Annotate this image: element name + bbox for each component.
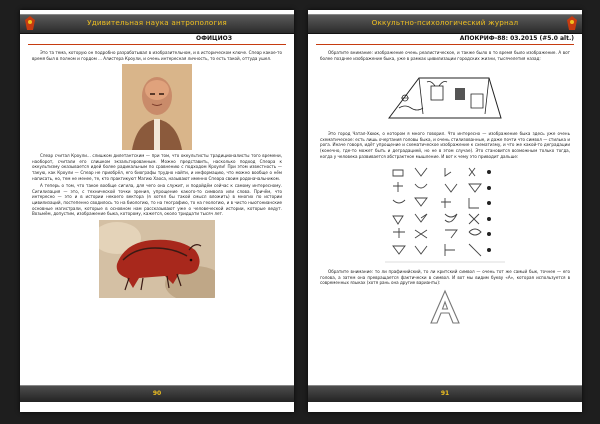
page-number: 90 [152,390,162,397]
cave-bison-figure [99,220,215,298]
portrait-figure [122,64,192,150]
paragraph: А теперь о том, что такое вообще сигила, для чего она служит, и подойдём сейчас к самому интересному. Сигилизация — это, с технической точки зрения, упрощение какого-то символа или слова. Причём, что интересно — это и в истории некоего вектора (я хотел бы такой смысл вложить) в многих по истории цивилизаций, постепенно сводилось то на биологию, то на географию, то на геологию, и в чисто ньютонианские основные магистрали, которые в основном нам рассказывают уже о человеческой истории, которые ведут. Возьмём, допустим, изображение быка, которому, кажется, около тридцати тысяч лет. [32,183,282,217]
article-body [320,50,570,376]
left-page [20,10,294,412]
paragraph: Обратите внимание: то ли прафинийский, то ли критский символ — очень тот же самый бык, точнее — его голова, а затем она превращается фактически в символ. И вот мы видим букву «А», которая используется в современных языках (хотя рань она другие варианты): [320,269,570,286]
paragraph: Обратите внимание: изображение очень реалистическое, и также было в то время было изображение. А вот более позднее изображение быка, уже в рамках цивилизации городских жизни, тысячелетия назад: [320,50,570,61]
paragraph: Спеар считал Кроули... слишком дилетантским — при том, что оккультисты традиционалисты того времени, наоборот, считали его слишком экзальтированным. Можно представить, насколько подход Спеара к оккультизму оказывается идей более радикальным по сравнению с подходом Кроули! При этом известность — такую, как Кроули — Спеар не приобрёл, его биографы трудно найти, и информацию, что можно вообще о нём написать, но, тем не менее, те, кто практикуют Магию Хаоса, называют именно Спеара своим родоначальником. [32,153,282,181]
letter-a-figure [427,289,463,325]
page-header-title: Оккультно-психологический журнал [371,18,519,27]
section-divider [316,44,574,45]
page-number: 91 [440,390,450,397]
paragraph: Это город Чатал-Хююк, о котором я много говорил. Что интересно — изображение быка здесь уже очень схематическое: есть лишь очертания головы быка, и очень стилизованные, и даже почти что символ — стилька и рога. Иначе говоря, идёт упрощение и схематическое изображение к схематизму, и что же какой-то деградации (конечно, где-то может быть и деградацией, но не в этом случае). Это становится возможным только тогда, когда у человека развивается абстрактное мышление. И вот к чему это приводит дальше: [320,131,570,159]
magazine-logo-icon [23,15,37,31]
issue-label: АПОКРИФ-88: 03.2015 (#5.0 alt.) [459,35,574,42]
article-body [32,50,282,376]
magazine-logo-icon [565,15,579,31]
section-divider [28,44,286,45]
paragraph: Это та тема, которую он подробно разрабатывал в изобразительном, и в историческом ключе. Спеар какое-то время был в полном и гордом ... Алистера Кроули, и очень интересная личность, то есть такой, оттуда ушел. [32,50,282,61]
section-label: ОФИЦИОЗ [195,35,232,42]
catal-huyuk-sketch-figure [379,64,511,128]
page-header-title: Удивительная наука антропология [87,18,227,27]
alphabet-evolution-table-figure [385,162,505,266]
right-page [308,10,582,412]
